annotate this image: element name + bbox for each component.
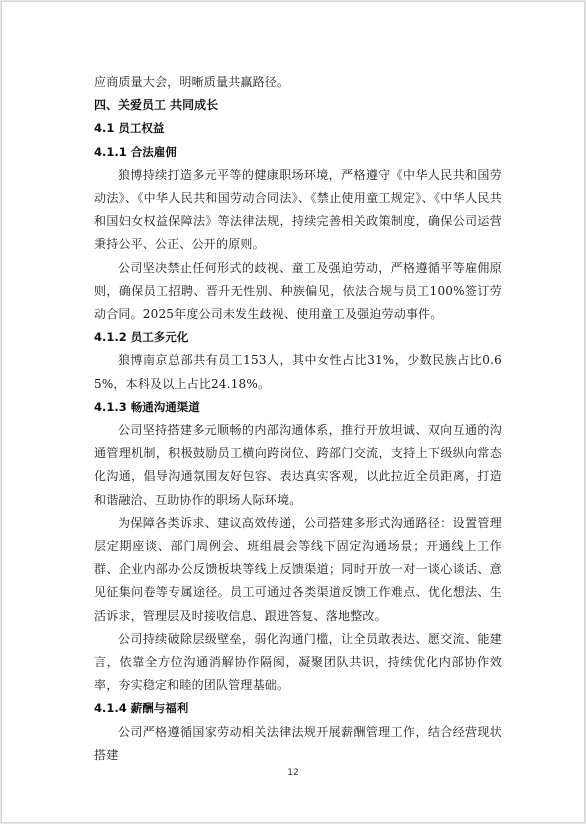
paragraph-anti-discrimination: 公司坚决禁止任何形式的歧视、童工及强迫劳动，严格遵循平等雇佣原则，确保员工招聘、晋升无性别、种族偏见，依法合规与员工100%签订劳动合同。2025年度公司未发生歧视、使用童工及强迫劳动事件。 (94, 260, 502, 322)
chapter-heading: 四、关爱员工 共同成长 (94, 98, 219, 113)
subsection-heading-legal-employment: 4.1.1 合法雇佣 (94, 144, 177, 159)
paragraph-continued: 应商质量大会，明晰质量共赢路径。 (94, 75, 290, 89)
document-page (1, 1, 585, 823)
paragraph-legal-compliance: 狼博持续打造多元平等的健康职场环境，严格遵守《中华人民共和国劳动法》、《中华人民共和国劳动合同法》、《禁止使用童工规定》、《中华人民共和国妇女权益保障法》等法律法规，持续完善相关政策制度，确保公司运营秉持公平、公正、公开的原则。 (94, 167, 502, 252)
page-content (94, 71, 502, 767)
paragraph-diversity-stats: 狼博南京总部共有员工153人，其中女性占比31%，少数民族占比0.65%，本科及以上占比24.18%。 (94, 353, 502, 391)
paragraph-communication-system: 公司坚持搭建多元顺畅的内部沟通体系，推行开放坦诚、双向互通的沟通管理机制，积极鼓励员工横向跨岗位、跨部门交流，支持上下级纵向常态化沟通，倡导沟通氛围友好包容、表达真实客观，以此拉近全员距离，打造和谐融洽、互助协作的职场人际环境。 (94, 423, 502, 507)
paragraph-communication-channels: 为保障各类诉求、建议高效传递，公司搭建多形式沟通路径：设置管理层定期座谈、部门周例会、班组晨会等线下固定沟通场景；开通线上工作群、企业内部办公反馈板块等线上反馈渠道；同时开放一对一谈心谈话、意见征集问卷等专属途径。员工可通过各类渠道反馈工作难点、优化想法、生活诉求，管理层及时接收信息、跟进答复、落地整改。 (94, 515, 502, 623)
paragraph-communication-barriers: 公司持续破除层级壁垒，弱化沟通门槛，让全员敢表达、愿交流、能建言，依靠全方位沟通消解协作隔阂，凝聚团队共识，持续优化内部协作效率，夯实稳定和睦的团队管理基础。 (94, 631, 502, 693)
paragraph-compensation: 公司严格遵循国家劳动相关法律法规开展薪酬管理工作，结合经营现状搭建 (94, 724, 502, 762)
subsection-heading-communication: 4.1.3 畅通沟通渠道 (94, 399, 200, 414)
page-number: 12 (287, 768, 299, 778)
subsection-heading-diversity: 4.1.2 员工多元化 (94, 330, 189, 345)
subsection-heading-compensation: 4.1.4 薪酬与福利 (94, 701, 189, 716)
section-heading: 4.1 员工权益 (94, 121, 165, 136)
